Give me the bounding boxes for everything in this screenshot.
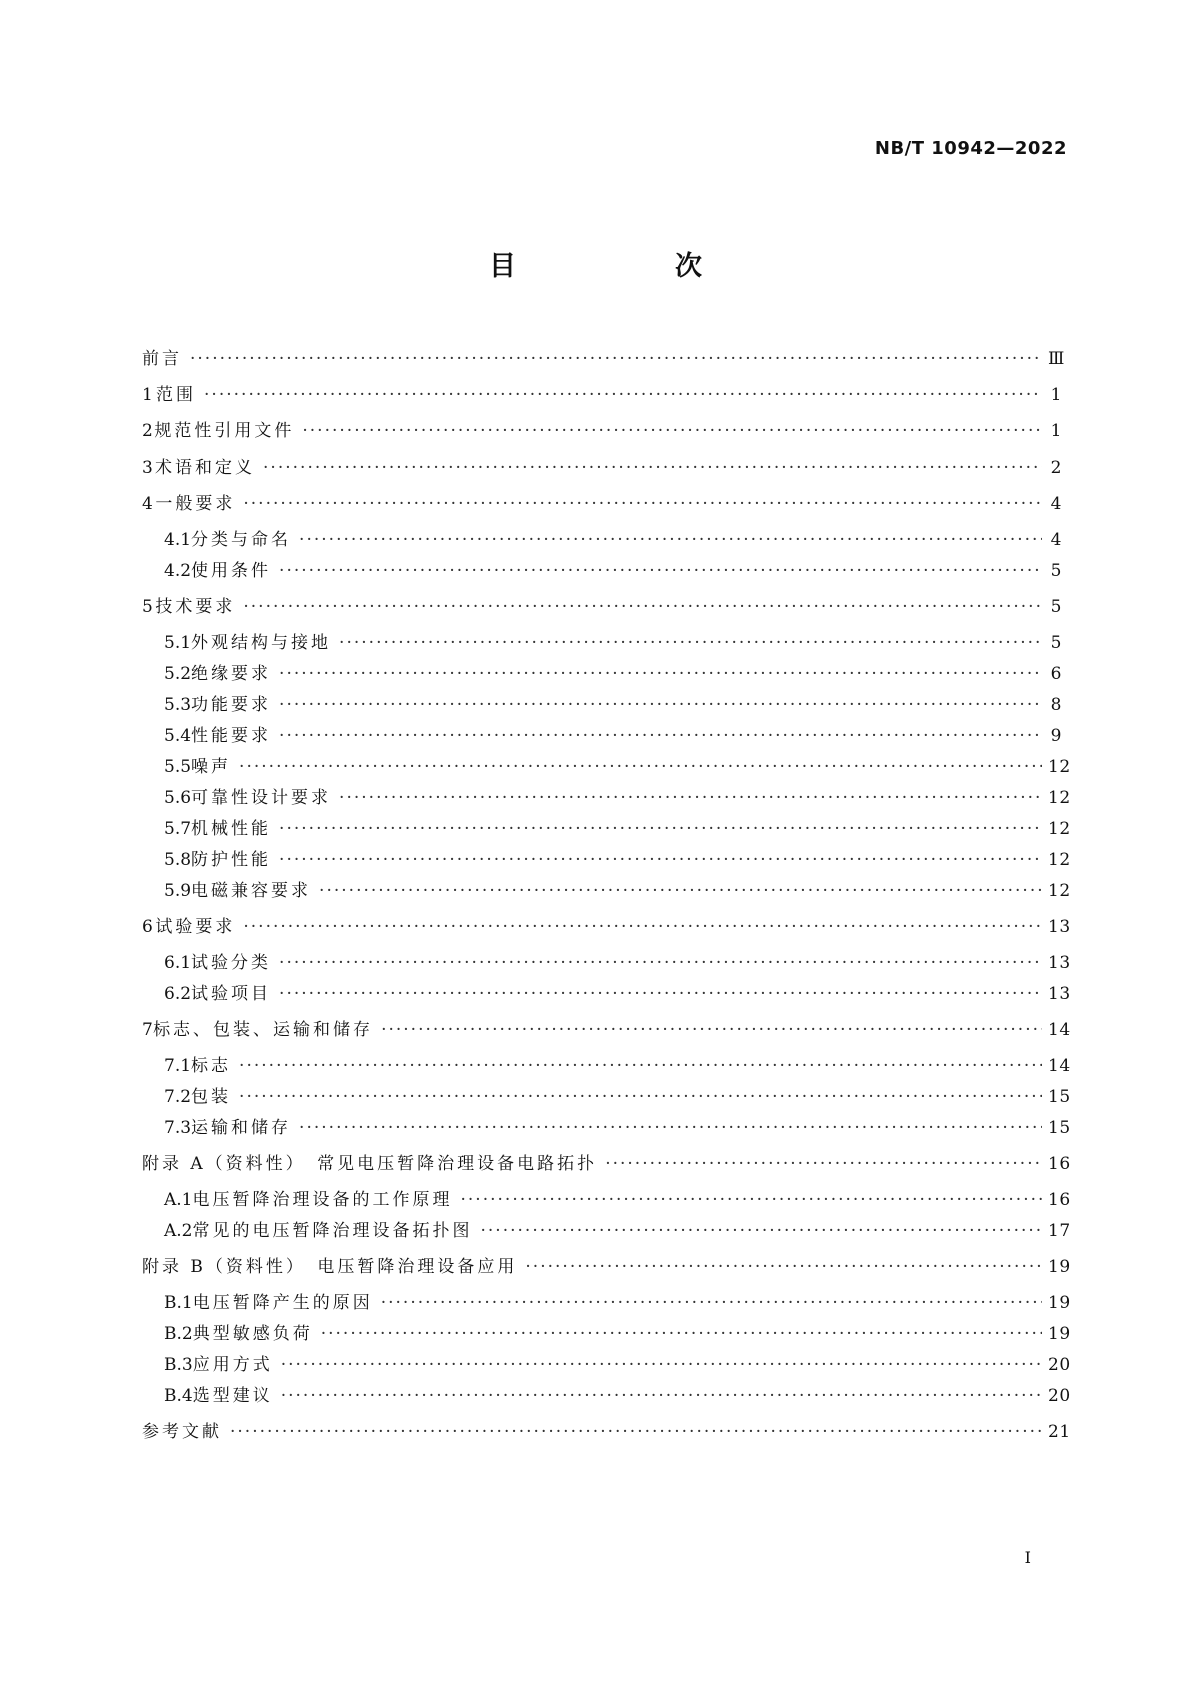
dot-leader bbox=[230, 1420, 1042, 1444]
toc-page: 21 bbox=[1048, 1422, 1071, 1442]
toc-number: 7.2 bbox=[164, 1087, 192, 1107]
toc-entry[interactable] bbox=[142, 528, 1062, 552]
toc-page: 14 bbox=[1048, 1020, 1071, 1040]
toc-entry[interactable] bbox=[142, 1054, 1071, 1078]
toc-number: B.1 bbox=[164, 1293, 193, 1313]
toc-label: 使用条件 bbox=[191, 561, 272, 581]
toc-page: 20 bbox=[1048, 1386, 1071, 1406]
toc-label: 机械性能 bbox=[191, 819, 272, 839]
toc-page: 14 bbox=[1048, 1056, 1071, 1076]
toc-label: 一般要求 bbox=[155, 494, 236, 514]
toc-page: 19 bbox=[1048, 1293, 1071, 1313]
dot-leader bbox=[279, 982, 1042, 1006]
dot-leader bbox=[279, 662, 1042, 686]
toc-entry[interactable] bbox=[142, 1219, 1071, 1243]
toc-label: 附录 B（资料性） 电压暂降治理设备应用 bbox=[142, 1257, 518, 1277]
toc-number: 3 bbox=[142, 458, 153, 478]
toc-entry[interactable] bbox=[142, 662, 1062, 686]
toc-label: 电压暂降治理设备的工作原理 bbox=[192, 1190, 453, 1210]
toc-number: B.2 bbox=[164, 1324, 193, 1344]
toc-label: 标志 bbox=[191, 1056, 232, 1076]
toc-entry[interactable] bbox=[142, 693, 1062, 717]
toc-entry[interactable] bbox=[142, 419, 1062, 443]
toc-label: 术语和定义 bbox=[155, 458, 256, 478]
dot-leader bbox=[279, 693, 1042, 717]
toc-entry[interactable] bbox=[142, 631, 1062, 655]
toc-number: 4.1 bbox=[164, 530, 192, 550]
toc-number: 5.1 bbox=[164, 633, 192, 653]
toc-label: 典型敏感负荷 bbox=[192, 1324, 313, 1344]
toc-label: 常见的电压暂降治理设备拓扑图 bbox=[192, 1221, 473, 1241]
toc-entry[interactable] bbox=[142, 879, 1071, 903]
toc-label: 前言 bbox=[142, 349, 182, 369]
dot-leader bbox=[190, 347, 1042, 371]
toc-label: 噪声 bbox=[191, 757, 232, 777]
toc-number: A.2 bbox=[164, 1221, 193, 1241]
toc-label: 运输和储存 bbox=[191, 1118, 292, 1138]
toc-entry[interactable] bbox=[142, 1255, 1071, 1279]
toc-entry[interactable] bbox=[142, 1322, 1071, 1346]
toc-number: 7 bbox=[142, 1020, 153, 1040]
toc-number: 1 bbox=[142, 385, 153, 405]
toc-entry[interactable] bbox=[142, 1085, 1071, 1109]
toc-page: 12 bbox=[1048, 881, 1071, 901]
dot-leader bbox=[481, 1219, 1043, 1243]
toc-entry[interactable] bbox=[142, 1291, 1071, 1315]
toc-entry[interactable] bbox=[142, 1152, 1071, 1176]
toc-entry[interactable] bbox=[142, 559, 1062, 583]
dot-leader bbox=[239, 1054, 1042, 1078]
toc-page: 12 bbox=[1048, 757, 1071, 777]
toc-label: 应用方式 bbox=[192, 1355, 273, 1375]
toc-label: 附录 A（资料性） 常见电压暂降治理设备电路拓扑 bbox=[142, 1154, 598, 1174]
toc-label: 试验要求 bbox=[155, 917, 236, 937]
toc-page: 19 bbox=[1048, 1257, 1071, 1277]
toc-number: 7.1 bbox=[164, 1056, 192, 1076]
toc-label: 技术要求 bbox=[155, 597, 236, 617]
toc-page: 6 bbox=[1050, 664, 1062, 684]
dot-leader bbox=[243, 492, 1042, 516]
toc-entry[interactable] bbox=[142, 1116, 1071, 1140]
toc-entry[interactable] bbox=[142, 848, 1071, 872]
toc-number: 6 bbox=[142, 917, 153, 937]
dot-leader bbox=[461, 1188, 1043, 1212]
toc-entry[interactable] bbox=[142, 951, 1071, 975]
toc-page: 20 bbox=[1048, 1355, 1071, 1375]
toc-page: 1 bbox=[1050, 385, 1062, 405]
toc-number: 5.5 bbox=[164, 757, 192, 777]
toc-label: 包装 bbox=[191, 1087, 232, 1107]
toc-label: 性能要求 bbox=[191, 726, 272, 746]
toc-label: 防护性能 bbox=[191, 850, 272, 870]
toc-entry[interactable] bbox=[142, 456, 1062, 480]
toc-page: 16 bbox=[1048, 1154, 1071, 1174]
toc-label: 选型建议 bbox=[192, 1386, 273, 1406]
toc-page: 17 bbox=[1048, 1221, 1071, 1241]
dot-leader bbox=[299, 1116, 1042, 1140]
toc-number: 2 bbox=[142, 421, 153, 441]
toc-entry[interactable] bbox=[142, 492, 1062, 516]
dot-leader bbox=[525, 1255, 1042, 1279]
toc-page: Ⅲ bbox=[1048, 349, 1065, 369]
toc-entry[interactable] bbox=[142, 383, 1062, 407]
dot-leader bbox=[339, 631, 1042, 655]
dot-leader bbox=[381, 1291, 1042, 1315]
dot-leader bbox=[279, 951, 1042, 975]
toc-number: 5.6 bbox=[164, 788, 192, 808]
dot-leader bbox=[243, 595, 1042, 619]
toc-entry[interactable] bbox=[142, 817, 1071, 841]
toc-page: 13 bbox=[1048, 953, 1071, 973]
toc-page: 8 bbox=[1050, 695, 1062, 715]
toc-page: 9 bbox=[1050, 726, 1062, 746]
toc-page: 2 bbox=[1050, 458, 1062, 478]
dot-leader bbox=[239, 1085, 1042, 1109]
toc-entry[interactable] bbox=[142, 1420, 1071, 1444]
toc-page: 5 bbox=[1050, 561, 1062, 581]
toc-page: 12 bbox=[1048, 850, 1071, 870]
dot-leader bbox=[279, 559, 1042, 583]
page-title: 目 次 bbox=[489, 251, 768, 282]
toc-entry[interactable] bbox=[142, 755, 1071, 779]
toc-label: 试验分类 bbox=[191, 953, 272, 973]
toc-number: 4.2 bbox=[164, 561, 192, 581]
toc-page: 16 bbox=[1048, 1190, 1071, 1210]
dot-leader bbox=[302, 419, 1042, 443]
dot-leader bbox=[299, 528, 1042, 552]
dot-leader bbox=[339, 786, 1042, 810]
dot-leader bbox=[204, 383, 1042, 407]
toc-number: 5.4 bbox=[164, 726, 192, 746]
toc-entry[interactable] bbox=[142, 1384, 1071, 1408]
toc-number: 6.1 bbox=[164, 953, 192, 973]
toc-page: 15 bbox=[1048, 1118, 1071, 1138]
toc-page: 15 bbox=[1048, 1087, 1071, 1107]
toc-label: 标志、包装、运输和储存 bbox=[153, 1020, 374, 1040]
toc-number: 5.3 bbox=[164, 695, 192, 715]
toc-page: 12 bbox=[1048, 819, 1071, 839]
toc-number: 5.9 bbox=[164, 881, 192, 901]
dot-leader bbox=[279, 848, 1042, 872]
table-of-contents bbox=[142, 0, 1071, 1684]
toc-label: 电磁兼容要求 bbox=[191, 881, 312, 901]
toc-label: 功能要求 bbox=[191, 695, 272, 715]
dot-leader bbox=[281, 1353, 1042, 1377]
toc-label: 参考文献 bbox=[142, 1422, 222, 1442]
page-folio: Ⅰ bbox=[1024, 1548, 1031, 1567]
dot-leader bbox=[321, 1322, 1042, 1346]
toc-number: 5.2 bbox=[164, 664, 192, 684]
toc-page: 12 bbox=[1048, 788, 1071, 808]
toc-number: 5 bbox=[142, 597, 153, 617]
toc-label: 试验项目 bbox=[191, 984, 272, 1004]
toc-entry[interactable] bbox=[142, 724, 1062, 748]
toc-page: 4 bbox=[1050, 494, 1062, 514]
toc-label: 绝缘要求 bbox=[191, 664, 272, 684]
toc-label: 可靠性设计要求 bbox=[191, 788, 332, 808]
toc-page: 5 bbox=[1050, 597, 1062, 617]
toc-label: 范围 bbox=[156, 385, 197, 405]
toc-entry[interactable] bbox=[142, 915, 1071, 939]
toc-number: B.3 bbox=[164, 1355, 193, 1375]
dot-leader bbox=[281, 1384, 1042, 1408]
toc-number: 4 bbox=[142, 494, 153, 514]
toc-entry[interactable] bbox=[142, 1188, 1071, 1212]
dot-leader bbox=[279, 817, 1042, 841]
dot-leader bbox=[279, 724, 1042, 748]
dot-leader bbox=[239, 755, 1042, 779]
toc-number: A.1 bbox=[164, 1190, 193, 1210]
toc-entry[interactable] bbox=[142, 347, 1065, 371]
toc-entry[interactable] bbox=[142, 982, 1071, 1006]
dot-leader bbox=[319, 879, 1042, 903]
standard-code: NB/T 10942—2022 bbox=[874, 138, 1067, 159]
dot-leader bbox=[605, 1152, 1042, 1176]
toc-page: 1 bbox=[1050, 421, 1062, 441]
toc-entry[interactable] bbox=[142, 786, 1071, 810]
toc-label: 电压暂降产生的原因 bbox=[192, 1293, 373, 1313]
toc-label: 分类与命名 bbox=[191, 530, 292, 550]
toc-number: 6.2 bbox=[164, 984, 192, 1004]
toc-number: 5.7 bbox=[164, 819, 192, 839]
toc-entry[interactable] bbox=[142, 595, 1062, 619]
toc-entry[interactable] bbox=[142, 1353, 1071, 1377]
dot-leader bbox=[381, 1018, 1042, 1042]
toc-label: 规范性引用文件 bbox=[154, 421, 295, 441]
toc-page: 5 bbox=[1050, 633, 1062, 653]
toc-page: 13 bbox=[1048, 984, 1071, 1004]
toc-entry[interactable] bbox=[142, 1018, 1071, 1042]
toc-page: 13 bbox=[1048, 917, 1071, 937]
toc-page: 19 bbox=[1048, 1324, 1071, 1344]
toc-number: 5.8 bbox=[164, 850, 192, 870]
toc-label: 外观结构与接地 bbox=[191, 633, 332, 653]
toc-number: B.4 bbox=[164, 1386, 193, 1406]
dot-leader bbox=[243, 915, 1042, 939]
dot-leader bbox=[263, 456, 1042, 480]
toc-number: 7.3 bbox=[164, 1118, 192, 1138]
toc-page: 4 bbox=[1050, 530, 1062, 550]
